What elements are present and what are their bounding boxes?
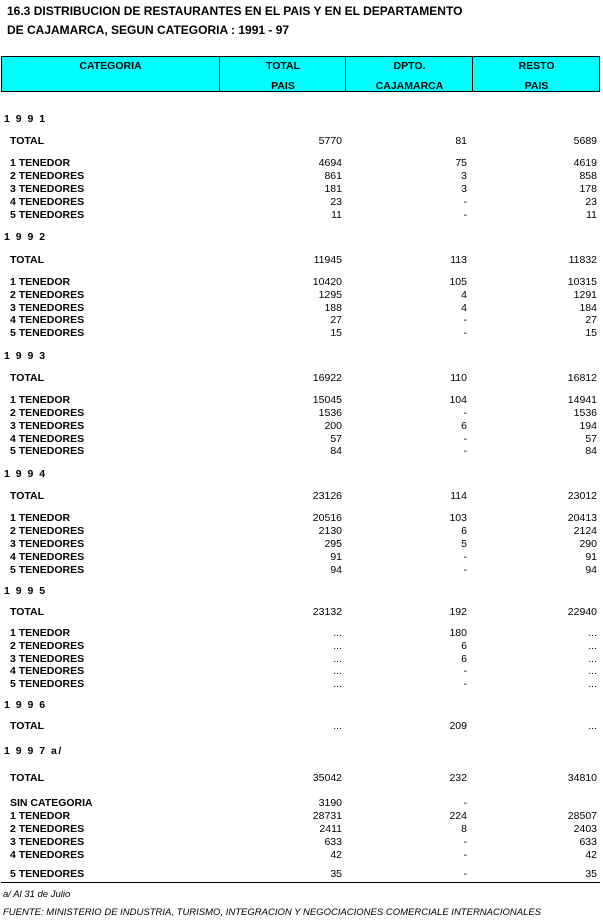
table-row <box>0 849 603 862</box>
cell-value: 105 <box>449 276 467 288</box>
row-label: 5 TENEDORES <box>10 327 85 339</box>
cell-value: 57 <box>585 433 597 445</box>
cell-value: 15045 <box>312 394 342 406</box>
total-row <box>0 720 603 733</box>
row-label: 5 TENEDORES <box>10 445 85 457</box>
cell-value: 20516 <box>312 512 342 524</box>
cell-value: 633 <box>324 836 342 848</box>
page-subtitle: DE CAJAMARCA, SEGUN CATEGORIA : 1991 - 97 <box>7 23 290 37</box>
cell-value: 84 <box>330 445 342 457</box>
cell-value: 3 <box>461 170 467 182</box>
cell-value: 91 <box>330 551 342 563</box>
cell-value: ... <box>588 720 597 732</box>
cell-value: 10420 <box>312 276 342 288</box>
cell-value: 23012 <box>567 490 597 502</box>
page-title: 16.3 DISTRIBUCION DE RESTAURANTES EN EL PAIS Y EN EL DEPARTAMENTO <box>7 4 463 18</box>
header-categoria: CATEGORIA <box>79 60 142 72</box>
cell-value: 81 <box>455 135 467 147</box>
cell-value: ... <box>333 678 342 690</box>
year-heading <box>0 231 603 244</box>
cell-value: 2124 <box>573 525 597 537</box>
cell-value: 84 <box>585 445 597 457</box>
table-row <box>0 797 603 810</box>
cell-value: 224 <box>449 810 467 822</box>
table-bottom-rule <box>1 882 600 883</box>
cell-value: 1295 <box>318 289 342 301</box>
cell-value: 6 <box>461 420 467 432</box>
table-row <box>0 836 603 849</box>
year-heading <box>0 585 603 598</box>
footnote: a/ Al 31 de Julio <box>3 889 71 900</box>
cell-value: 110 <box>450 372 467 384</box>
table-row <box>0 678 603 691</box>
cell-value: 35 <box>585 868 597 880</box>
cell-value: 633 <box>579 836 597 848</box>
table-row <box>0 868 603 881</box>
header-resto-pais: RESTO PAIS <box>472 57 600 91</box>
row-label: 3 TENEDORES <box>10 653 85 665</box>
cell-value: 16812 <box>567 372 597 384</box>
table-row <box>0 525 603 538</box>
year-heading <box>0 745 603 758</box>
table-row <box>0 276 603 289</box>
table-row <box>0 810 603 823</box>
cell-value: 858 <box>579 170 597 182</box>
cell-value: 200 <box>324 420 342 432</box>
row-label: 2 TENEDORES <box>10 640 85 652</box>
cell-value: ... <box>588 678 597 690</box>
table-row <box>0 157 603 170</box>
table-row <box>0 420 603 433</box>
row-label: 2 TENEDORES <box>10 407 85 419</box>
cell-value: 10315 <box>567 276 597 288</box>
total-row <box>0 772 603 785</box>
cell-value: 188 <box>324 302 342 314</box>
table-row <box>0 512 603 525</box>
cell-value: 23 <box>330 196 342 208</box>
row-label: 1 TENEDOR <box>10 627 71 639</box>
year-label: 1 9 9 5 <box>4 585 47 597</box>
cell-value: ... <box>333 665 342 677</box>
row-label: TOTAL <box>10 490 45 502</box>
cell-value: - <box>463 196 467 208</box>
row-label: 1 TENEDOR <box>10 512 71 524</box>
row-label: TOTAL <box>10 135 45 147</box>
cell-value: 290 <box>579 538 597 550</box>
table-row <box>0 564 603 577</box>
year-label: 1 9 9 3 <box>4 350 47 362</box>
table-row <box>0 407 603 420</box>
table-row <box>0 183 603 196</box>
cell-value: 34810 <box>567 772 597 784</box>
cell-value: - <box>463 327 467 339</box>
total-row <box>0 372 603 385</box>
row-label: 1 TENEDOR <box>10 394 71 406</box>
cell-value: 14941 <box>567 394 597 406</box>
table-row <box>0 170 603 183</box>
cell-value: 75 <box>455 157 467 169</box>
table-row <box>0 640 603 653</box>
cell-value: 1291 <box>573 289 597 301</box>
cell-value: 209 <box>449 720 467 732</box>
table-row <box>0 394 603 407</box>
cell-value: 16922 <box>312 372 342 384</box>
cell-value: 2403 <box>573 823 597 835</box>
cell-value: 113 <box>450 254 467 266</box>
cell-value: - <box>463 665 467 677</box>
table-row <box>0 289 603 302</box>
cell-value: ... <box>588 640 597 652</box>
cell-value: 184 <box>579 302 597 314</box>
table-row <box>0 327 603 340</box>
year-label: 1 9 9 7 a/ <box>4 745 63 757</box>
cell-value: - <box>463 407 467 419</box>
cell-value: 103 <box>449 512 467 524</box>
cell-value: - <box>463 314 467 326</box>
row-label: 2 TENEDORES <box>10 170 85 182</box>
year-heading <box>0 699 603 712</box>
table-row <box>0 551 603 564</box>
year-label: 1 9 9 6 <box>4 699 47 711</box>
row-label: 5 TENEDORES <box>10 564 85 576</box>
row-label: 1 TENEDOR <box>10 810 71 822</box>
cell-value: 114 <box>450 490 467 502</box>
cell-value: 104 <box>449 394 467 406</box>
row-label: TOTAL <box>10 372 45 384</box>
row-label: 1 TENEDOR <box>10 276 71 288</box>
cell-value: 23 <box>585 196 597 208</box>
row-label: 2 TENEDORES <box>10 525 85 537</box>
cell-value: 11832 <box>568 254 597 266</box>
table-row <box>0 445 603 458</box>
row-label: SIN CATEGORIA <box>10 797 93 809</box>
cell-value: 22940 <box>567 606 597 618</box>
cell-value: 35042 <box>312 772 342 784</box>
cell-value: 94 <box>330 564 342 576</box>
cell-value: 4 <box>461 289 467 301</box>
cell-value: 42 <box>330 849 342 861</box>
row-label: 4 TENEDORES <box>10 665 85 677</box>
cell-value: 28731 <box>312 810 342 822</box>
row-label: 5 TENEDORES <box>10 209 85 221</box>
row-label: 4 TENEDORES <box>10 551 85 563</box>
year-heading <box>0 113 603 126</box>
cell-value: 5689 <box>573 135 597 147</box>
cell-value: - <box>463 849 467 861</box>
cell-value: - <box>463 564 467 576</box>
year-label: 1 9 9 4 <box>4 468 47 480</box>
row-label: TOTAL <box>10 254 45 266</box>
cell-value: 6 <box>461 525 467 537</box>
total-row <box>0 254 603 267</box>
cell-value: ... <box>333 627 342 639</box>
row-label: 2 TENEDORES <box>10 289 85 301</box>
year-label: 1 9 9 2 <box>4 231 47 243</box>
cell-value: 1536 <box>318 407 342 419</box>
row-label: 3 TENEDORES <box>10 836 85 848</box>
cell-value: 180 <box>449 627 467 639</box>
cell-value: ... <box>588 665 597 677</box>
cell-value: 5770 <box>318 135 342 147</box>
cell-value: - <box>463 797 467 809</box>
row-label: 3 TENEDORES <box>10 420 85 432</box>
cell-value: 11945 <box>313 254 342 266</box>
cell-value: 4619 <box>573 157 597 169</box>
year-heading <box>0 350 603 363</box>
table-row <box>0 627 603 640</box>
table-row <box>0 823 603 836</box>
table-row <box>0 538 603 551</box>
cell-value: 28507 <box>567 810 597 822</box>
cell-value: 178 <box>579 183 597 195</box>
row-label: 4 TENEDORES <box>10 196 85 208</box>
row-label: 4 TENEDORES <box>10 849 85 861</box>
header-dpto-cajamarca: DPTO. CAJAMARCA <box>345 57 473 91</box>
row-label: 1 TENEDOR <box>10 157 71 169</box>
cell-value: 15 <box>330 327 342 339</box>
cell-value: 15 <box>585 327 597 339</box>
cell-value: 4 <box>461 302 467 314</box>
cell-value: ... <box>588 627 597 639</box>
cell-value: 5 <box>461 538 467 550</box>
cell-value: 3 <box>461 183 467 195</box>
cell-value: 2130 <box>318 525 342 537</box>
total-row <box>0 606 603 619</box>
row-label: 5 TENEDORES <box>10 678 85 690</box>
cell-value: 94 <box>585 564 597 576</box>
row-label: 4 TENEDORES <box>10 314 85 326</box>
table-row <box>0 314 603 327</box>
cell-value: - <box>463 678 467 690</box>
row-label: 4 TENEDORES <box>10 433 85 445</box>
cell-value: ... <box>333 720 342 732</box>
cell-value: 3190 <box>318 797 342 809</box>
cell-value: - <box>463 433 467 445</box>
cell-value: 192 <box>449 606 467 618</box>
table-row <box>0 209 603 222</box>
source-note: FUENTE: MINISTERIO DE INDUSTRIA, TURISMO, INTEGRACION Y NEGOCIACIONES COMERCIALE INTERNACIONALES <box>3 907 542 918</box>
cell-value: 8 <box>461 823 467 835</box>
table-row <box>0 196 603 209</box>
cell-value: ... <box>333 653 342 665</box>
row-label: 3 TENEDORES <box>10 183 85 195</box>
cell-value: 232 <box>449 772 467 784</box>
row-label: 2 TENEDORES <box>10 823 85 835</box>
cell-value: 194 <box>579 420 597 432</box>
cell-value: 11 <box>586 209 597 221</box>
cell-value: - <box>463 868 467 880</box>
year-label: 1 9 9 1 <box>4 113 47 125</box>
table-row <box>0 665 603 678</box>
cell-value: 57 <box>330 433 342 445</box>
cell-value: 35 <box>330 868 342 880</box>
cell-value: 861 <box>324 170 342 182</box>
total-row <box>0 490 603 503</box>
row-label: 3 TENEDORES <box>10 302 85 314</box>
cell-value: - <box>463 836 467 848</box>
cell-value: 27 <box>330 314 342 326</box>
cell-value: 181 <box>324 183 342 195</box>
cell-value: 91 <box>585 551 597 563</box>
cell-value: 1536 <box>573 407 597 419</box>
cell-value: 6 <box>461 653 467 665</box>
cell-value: 11 <box>331 209 342 221</box>
cell-value: 20413 <box>567 512 597 524</box>
row-label: 5 TENEDORES <box>10 868 85 880</box>
cell-value: ... <box>333 640 342 652</box>
row-label: TOTAL <box>10 606 45 618</box>
cell-value: - <box>463 445 467 457</box>
table-header <box>1 56 600 92</box>
total-row <box>0 135 603 148</box>
cell-value: 295 <box>324 538 342 550</box>
cell-value: - <box>463 209 467 221</box>
cell-value: 2411 <box>319 823 342 835</box>
cell-value: 4694 <box>318 157 342 169</box>
row-label: TOTAL <box>10 720 45 732</box>
cell-value: 23132 <box>312 606 342 618</box>
cell-value: 6 <box>461 640 467 652</box>
row-label: 3 TENEDORES <box>10 538 85 550</box>
cell-value: ... <box>588 653 597 665</box>
cell-value: 42 <box>585 849 597 861</box>
cell-value: 23126 <box>312 490 342 502</box>
cell-value: - <box>463 551 467 563</box>
cell-value: 27 <box>585 314 597 326</box>
row-label: TOTAL <box>10 772 45 784</box>
header-total-pais: TOTAL PAIS <box>219 57 346 91</box>
year-heading <box>0 468 603 481</box>
